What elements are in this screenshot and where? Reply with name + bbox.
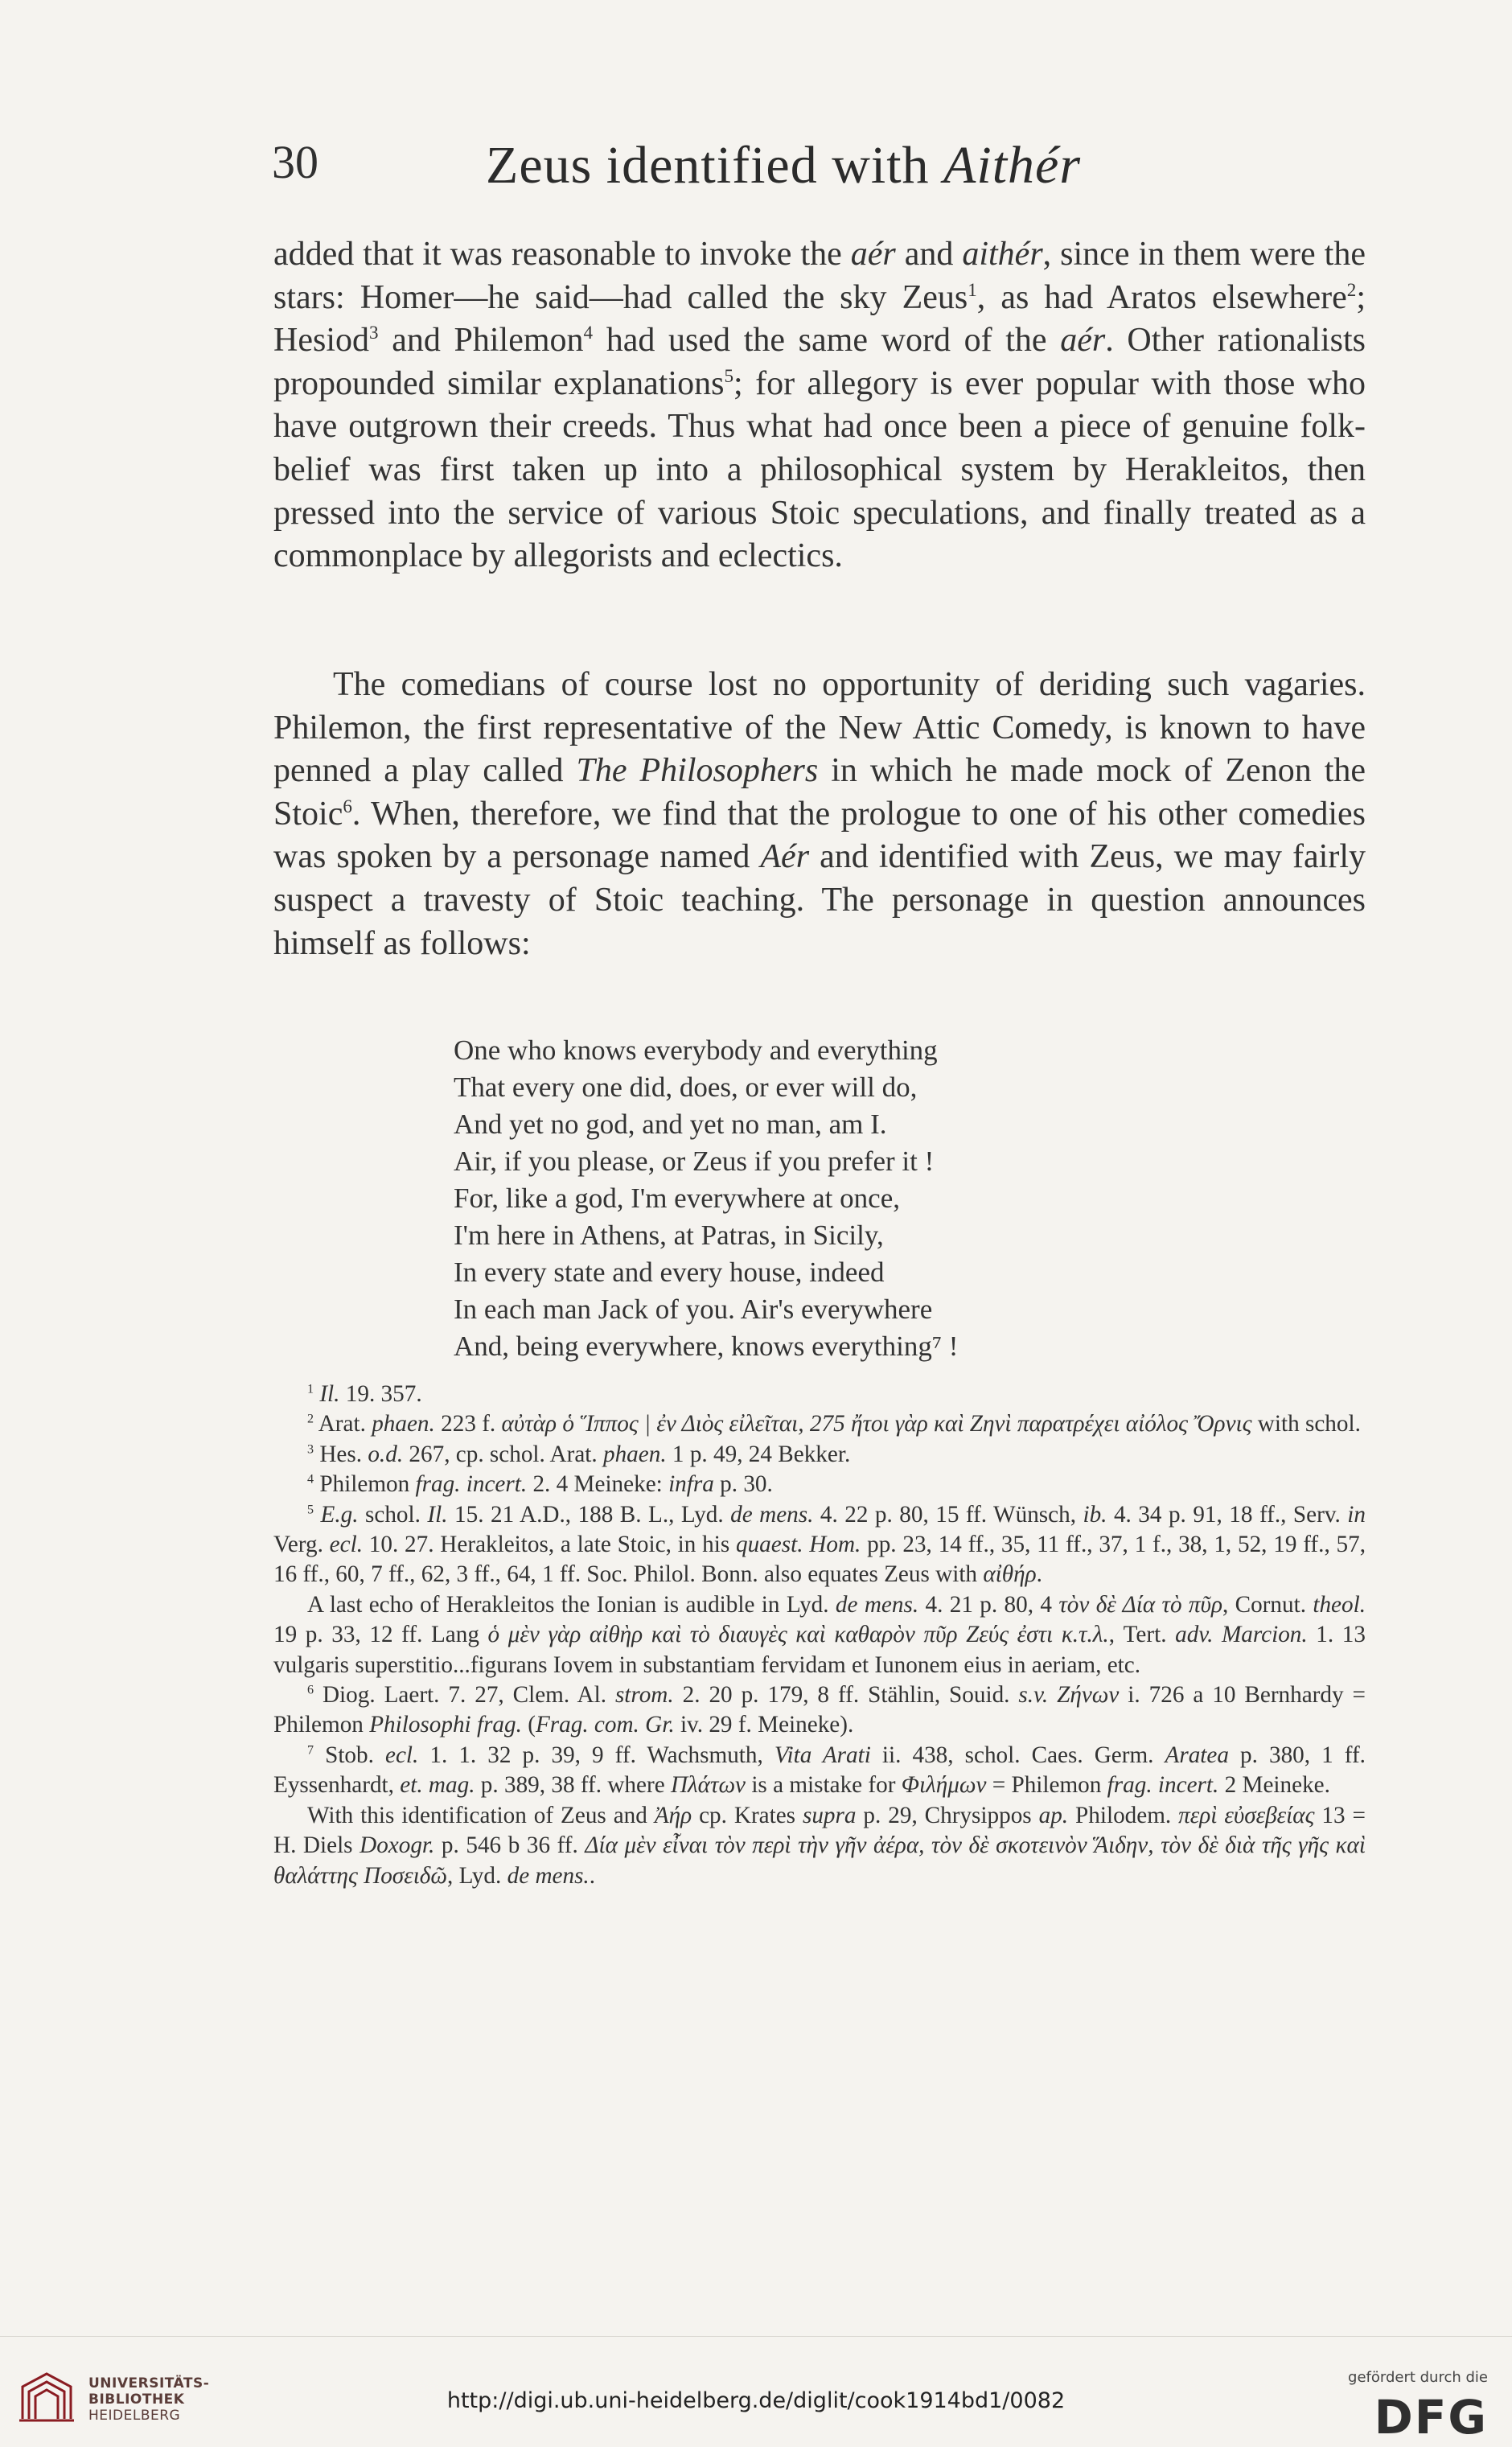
text-run: 13 = H. Diels	[273, 1802, 1366, 1859]
verse-line: And, being everywhere, knows everything⁷ !	[454, 1330, 959, 1362]
text-run: 2. 4 Meineke:	[527, 1471, 669, 1498]
italic-run: frag. incert.	[415, 1471, 528, 1498]
text-run: ii. 438, schol. Caes. Germ.	[870, 1742, 1165, 1768]
footnote	[273, 1741, 1366, 1801]
text-run: , since in them were the stars: Homer—he said—had called the sky Zeus	[273, 236, 1366, 316]
italic-run: περὶ εὐσεβείας	[1178, 1802, 1315, 1828]
text-run: 267, cp. schol. Arat.	[403, 1441, 603, 1467]
text-run: 10. 27. Herakleitos, a late Stoic, in his	[363, 1532, 736, 1558]
footnote	[273, 1380, 1366, 1409]
text-run: schol.	[358, 1501, 428, 1528]
text-run: had used the same word of the	[593, 322, 1061, 360]
page-number: 30	[272, 136, 318, 188]
text-run: Stob.	[314, 1742, 385, 1768]
footnote	[273, 1440, 1366, 1470]
footnote-ref: 6	[343, 795, 352, 816]
footnote-ref: 5	[724, 364, 733, 386]
footnote	[273, 1590, 1366, 1680]
verse-line: That every one did, does, or ever will do,	[454, 1071, 918, 1103]
italic-run: theol.	[1313, 1591, 1366, 1618]
text-run: , Lyd.	[447, 1862, 507, 1889]
italic-run: Il.	[427, 1501, 448, 1528]
text-run: 4. 22 p. 80, 15 ff. Wünsch,	[813, 1501, 1083, 1528]
funded-by-label: gefördert durch die	[1348, 2369, 1488, 2386]
footnote-ref: 1	[968, 278, 977, 300]
verse-quotation	[454, 1032, 958, 1365]
text-run: With this identification of Zeus and	[307, 1802, 655, 1828]
footnote-ref: 1	[307, 1382, 314, 1396]
text-run: , as had Aratos elsewhere	[976, 278, 1347, 316]
text-run: 19 p. 33, 12 ff. Lang	[273, 1622, 488, 1648]
institution-name	[88, 2375, 209, 2424]
text-run: and Philemon	[378, 322, 584, 360]
text-run	[314, 1502, 320, 1528]
library-logo-icon	[14, 2369, 80, 2425]
italic-run: adv. Marcion.	[1175, 1622, 1308, 1648]
text-run: Diog. Laert. 7. 27, Clem. Al.	[314, 1682, 615, 1709]
paragraph-1-text	[273, 233, 1366, 578]
dfg-logo: DFG	[1374, 2390, 1488, 2445]
italic-run: Doxogr.	[360, 1832, 435, 1859]
italic-run: quaest. Hom.	[735, 1532, 861, 1558]
italic-run: o.d.	[368, 1441, 404, 1467]
text-run: added that it was reasonable to invoke the	[273, 236, 851, 273]
paragraph-2-text	[273, 664, 1366, 965]
text-run: iv. 29 f. Meineke).	[674, 1712, 854, 1738]
italic-run: de mens.	[835, 1591, 919, 1618]
italic-run: ib.	[1083, 1501, 1107, 1528]
digitization-footer	[0, 2336, 1512, 2447]
text-run: = Philemon	[986, 1772, 1107, 1799]
italic-run: supra	[802, 1802, 857, 1828]
text-run: ; Hesiod	[273, 278, 1366, 360]
italic-run: Aér	[760, 838, 810, 876]
text-run: p. 30.	[713, 1471, 773, 1498]
text-run: 2 Meineke.	[1218, 1772, 1330, 1799]
text-run: with schol.	[1251, 1411, 1361, 1437]
italic-run: αὐτὰρ ὁ Ἵππος | ἐν Διὸς εἰλεῖται, 275 ἤτοι γὰρ καὶ Ζηνὶ παρατρέχει αἰόλος Ὄρνις	[501, 1411, 1252, 1437]
footnotes	[273, 1380, 1366, 1891]
italic-run: Il.	[319, 1381, 340, 1407]
italic-run: strom.	[614, 1682, 674, 1709]
permalink-url[interactable]: http://digi.ub.uni-heidelberg.de/diglit/cook1914bd1/0082	[446, 2388, 1066, 2413]
text-run: .	[589, 1862, 596, 1889]
italic-run: ὁ μὲν γὰρ αἰθὴρ καὶ τὸ διαυγὲς καὶ καθαρὸν πῦρ Ζεύς ἐστι κ.τ.λ.	[487, 1622, 1109, 1648]
text-run: Philodem.	[1068, 1802, 1179, 1828]
text-run: . Other rationalists propounded similar explanations	[273, 322, 1366, 402]
italic-run: ecl.	[329, 1532, 363, 1558]
text-run: 4. 34 p. 91, 18 ff., Serv.	[1107, 1501, 1348, 1528]
text-run: i. 726 a 10 Bernhardy = Philemon	[273, 1682, 1366, 1738]
italic-run: phaen.	[602, 1441, 667, 1467]
italic-run: Vita Arati	[774, 1742, 871, 1768]
text-run: 1. 13 vulgaris superstitio...figurans Iovem in substantiam fervidam et Iunonem eius in aeriam, etc.	[273, 1622, 1366, 1678]
text-run: Arat.	[314, 1411, 372, 1437]
text-run: and	[895, 236, 963, 273]
italic-run: infra	[668, 1471, 714, 1498]
italic-run: Φιλήμων	[901, 1772, 987, 1799]
institution-line-3: HEIDELBERG	[88, 2408, 181, 2424]
text-run: p. 380, 1 ff. Eyssenhardt,	[273, 1742, 1366, 1799]
footnote-ref: 4	[583, 322, 594, 343]
text-run: p. 389, 38 ff. where	[475, 1772, 671, 1799]
italic-run: phaen.	[372, 1411, 435, 1437]
verse-line: Air, if you please, or Zeus if you prefer it !	[454, 1145, 935, 1177]
italic-run: aér	[850, 236, 896, 273]
text-run: 223 f.	[434, 1411, 502, 1437]
text-run: 2. 20 p. 179, 8 ff. Stählin, Souid.	[673, 1682, 1019, 1709]
running-title	[486, 135, 1081, 196]
text-run: . When, therefore, we find that the prologue to one of his other comedies was spoken by a personage named	[273, 795, 1366, 876]
text-run: Philemon	[314, 1471, 416, 1498]
italic-run: Ἀήρ	[654, 1802, 692, 1828]
footnote	[273, 1680, 1366, 1741]
italic-run: Δία μὲν εἶναι τὸν περὶ τὴν γῆν ἀέρα, τὸν δὲ σκοτεινὸν Ἅιδην, τὸν δὲ διὰ τῆς γῆς καὶ θαλάττης Ποσειδῶ	[273, 1832, 1366, 1889]
institution-line-1: UNIVERSITÄTS-	[88, 2375, 210, 2391]
footnote	[273, 1500, 1366, 1590]
text-run: 15. 21 A.D., 188 B. L., Lyd.	[447, 1501, 731, 1528]
running-title-italic: Aithér	[943, 136, 1082, 195]
verse-line: For, like a god, I'm everywhere at once,	[454, 1182, 900, 1214]
footnote-ref: 3	[307, 1442, 314, 1457]
footnote-ref: 5	[307, 1502, 314, 1516]
footnote-ref: 7	[307, 1743, 314, 1758]
text-run: A last echo of Herakleitos the Ionian is audible in Lyd.	[307, 1591, 836, 1618]
text-run: ; for allegory is ever popular with those who have outgrown their creeds. Thus what had once been a piece of genuine folk-belief was first taken up into a philosophical system by Herakleitos, then pressed into the service of various Stoic speculations, and finally treated as a commonplace by allegorists and eclectics.	[273, 364, 1366, 575]
italic-run: de mens.	[507, 1862, 590, 1889]
text-run: The comedians of course lost no opportunity of deriding such vagaries. Philemon, the first representative of the New Attic Comedy, is known to have penned a play called	[273, 666, 1366, 790]
footnote-ref: 3	[369, 322, 379, 343]
text-run: is a mistake for	[746, 1772, 902, 1799]
text-run: Hes.	[314, 1441, 368, 1467]
italic-run: Ζήνων	[1057, 1682, 1120, 1709]
footnote	[273, 1801, 1366, 1891]
text-run: cp. Krates	[692, 1802, 803, 1828]
footnote	[273, 1409, 1366, 1439]
italic-run: Πλάτων	[670, 1772, 746, 1799]
italic-run: et. mag.	[400, 1772, 475, 1799]
italic-run: αἰθήρ	[983, 1561, 1037, 1588]
verse-line: In every state and every house, indeed	[454, 1256, 885, 1288]
footnote	[273, 1470, 1366, 1499]
verse-line: In each man Jack of you. Air's everywhere	[454, 1293, 933, 1325]
text-run: 1. 1. 32 p. 39, 9 ff. Wachsmuth,	[418, 1742, 774, 1768]
text-run: and identified with Zeus, we may fairly suspect a travesty of Stoic teaching. The personage in question announces himself as follows:	[273, 838, 1366, 962]
italic-run: frag. incert.	[1107, 1772, 1219, 1799]
italic-run: aér	[1060, 322, 1106, 360]
text-run: Verg.	[273, 1532, 330, 1558]
italic-run: Frag. com. Gr.	[535, 1712, 675, 1738]
italic-run: s.v.	[1018, 1682, 1049, 1709]
italic-run: E.g.	[320, 1501, 359, 1528]
italic-run: Philosophi frag.	[369, 1712, 522, 1738]
running-header	[272, 135, 1237, 199]
text-run	[1048, 1682, 1057, 1708]
paragraph-1	[273, 233, 1366, 578]
italic-run: Aratea	[1165, 1742, 1229, 1768]
text-run: pp. 23, 14 ff., 35, 11 ff., 37, 1 f., 38, 1, 52, 19 ff., 57, 16 ff., 60, 7 ff., 62, 3 ff., 64, 1 ff. Soc. Philol. Bonn. also equates Zeus with	[273, 1532, 1366, 1588]
text-run: , Tert.	[1108, 1622, 1176, 1648]
text-run: 19. 357.	[339, 1381, 422, 1407]
italic-run: de mens.	[730, 1501, 814, 1528]
italic-run: ecl.	[384, 1742, 419, 1768]
verse-line: I'm here in Athens, at Patras, in Sicily,	[454, 1219, 884, 1251]
text-run: 4. 21 p. 80, 4	[918, 1591, 1059, 1618]
italic-run: τὸν δὲ Δία τὸ πῦρ	[1058, 1591, 1222, 1618]
footnote-ref: 2	[1346, 278, 1357, 300]
running-title-main: Zeus identified with	[486, 136, 944, 195]
italic-run: aithér	[962, 236, 1043, 273]
footnote-ref: 4	[307, 1472, 314, 1487]
paragraph-2	[273, 664, 1366, 965]
italic-run: ap.	[1038, 1802, 1069, 1828]
footnote-ref: 6	[307, 1683, 314, 1697]
text-run: p. 29, Chrysippos	[856, 1802, 1039, 1828]
italic-run: in	[1347, 1501, 1366, 1528]
text-run: (	[521, 1712, 536, 1738]
text-run: .	[1036, 1561, 1042, 1588]
text-run: 1 p. 49, 24 Bekker.	[666, 1441, 851, 1467]
verse-line: One who knows everybody and everything	[454, 1034, 938, 1066]
italic-run: The Philosophers	[576, 752, 819, 790]
text-run: , Cornut.	[1222, 1591, 1313, 1618]
footnote-ref: 2	[307, 1412, 314, 1426]
institution-line-2: BIBLIOTHEK	[88, 2391, 185, 2408]
text-run: in which he made mock of Zenon the Stoic	[273, 752, 1366, 833]
text-run: p. 546 b 36 ff.	[434, 1832, 585, 1859]
verse-line: And yet no god, and yet no man, am I.	[454, 1108, 887, 1140]
